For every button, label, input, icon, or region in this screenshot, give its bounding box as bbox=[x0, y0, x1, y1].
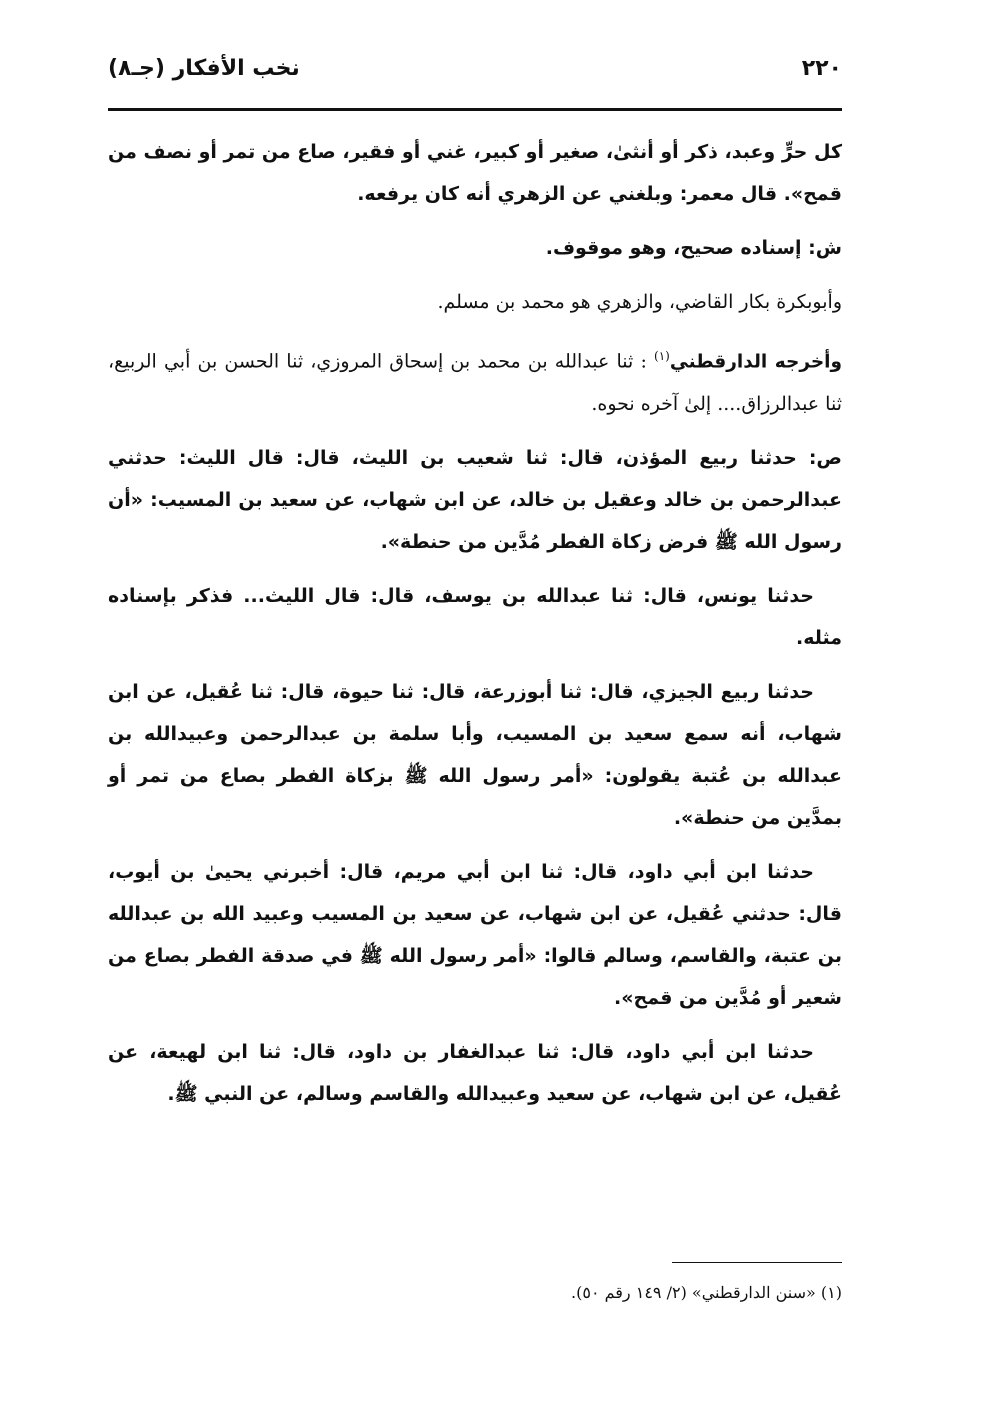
footnote: (١) «سنن الدارقطني» (٢/ ١٤٩ رقم ٥٠). bbox=[571, 1283, 842, 1302]
paragraph-2: ش: إسناده صحيح، وهو موقوف. bbox=[545, 237, 842, 259]
header-rule bbox=[108, 108, 842, 111]
footnote-rule bbox=[672, 1262, 842, 1263]
paragraph-7: حدثنا ربيع الجيزي، قال: ثنا أبوزرعة، قال: ثنا حيوة، قال: ثنا عُقيل، عن ابن شهاب، أنه سمع سعيد بن المسيب، وأبا سلمة بن عبدالرحمن وعبيدالله بن عبدالله بن عُتبة يقولون: «أمر رسول الله ﷺ بزكاة الفطر بصاع من تمر أو بمدَّين من حنطة». bbox=[108, 681, 842, 830]
book-title: نخب الأفكار (جـ٨) bbox=[108, 56, 300, 81]
paragraph-3: وأبوبكرة بكار القاضي، والزهري هو محمد بن مسلم. bbox=[437, 291, 842, 313]
paragraph-8: حدثنا ابن أبي داود، قال: ثنا ابن أبي مريم، قال: أخبرني يحيىٰ بن أيوب، قال: حدثني عُقيل، عن ابن شهاب، عن سعيد بن المسيب وعبيد الله بن عبدالله بن عتبة، والقاسم، وسالم قالوا: «أمر رسول الله ﷺ في صدقة الفطر بصاع من شعير أو مُدَّين من قمح». bbox=[108, 861, 842, 1010]
footnote-marker: (١) bbox=[654, 349, 670, 363]
running-head bbox=[108, 56, 842, 104]
book-page bbox=[108, 56, 842, 1356]
paragraph-4 bbox=[108, 335, 842, 425]
body-text bbox=[108, 131, 842, 1115]
paragraph-5: ص: حدثنا ربيع المؤذن، قال: ثنا شعيب بن الليث، قال: قال الليث: حدثني عبدالرحمن بن خالد وعقيل بن خالد، عن ابن شهاب، عن سعيد بن المسيب: «أن رسول الله ﷺ فرض زكاة الفطر مُدَّين من حنطة». bbox=[108, 447, 842, 554]
paragraph-9: حدثنا ابن أبي داود، قال: ثنا عبدالغفار بن داود، قال: ثنا ابن لهيعة، عن عُقيل، عن ابن شهاب، عن سعيد وعبيدالله والقاسم وسالم، عن النبي ﷺ. bbox=[108, 1041, 842, 1106]
paragraph-1: كل حرٍّ وعبد، ذكر أو أنثىٰ، صغير أو كبير، غني أو فقير، صاع من تمر أو نصف من قمح». قال معمر: وبلغني عن الزهري أنه كان يرفعه. bbox=[108, 141, 842, 205]
paragraph-4-lead: وأخرجه الدارقطني bbox=[669, 351, 843, 373]
page-number: ٢٢٠ bbox=[801, 56, 842, 81]
paragraph-4-rest: : ثنا عبدالله بن محمد بن إسحاق المروزي، ثنا الحسن بن أبي الربيع، ثنا عبدالرزاق.... إلىٰ آخره نحوه. bbox=[108, 350, 842, 416]
paragraph-6: حدثنا يونس، قال: ثنا عبدالله بن يوسف، قال: قال الليث... فذكر بإسناده مثله. bbox=[108, 585, 842, 650]
